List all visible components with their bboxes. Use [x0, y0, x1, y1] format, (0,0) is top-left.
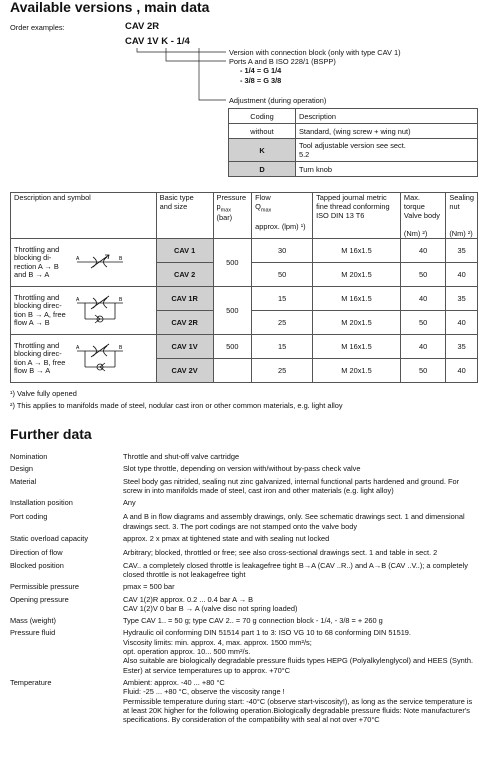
group-description: Throttling and blocking direc- tion B → A, free flow A → B A B [11, 287, 157, 335]
torque-cell: 40 [400, 335, 445, 359]
thread-cell: M 16x1.5 [313, 239, 401, 263]
torque-cell: 50 [400, 359, 445, 383]
seal-cell: 35 [446, 239, 478, 263]
header-description: Description and symbol [11, 193, 157, 239]
seal-cell: 40 [446, 359, 478, 383]
further-data-row [10, 477, 478, 499]
further-data-key: Temperature [10, 677, 52, 687]
flow-cell: 25 [252, 311, 313, 335]
coding-desc: Tool adjustable version see sect. 5.2 [296, 139, 478, 162]
svg-text:A: A [76, 256, 80, 262]
type-cell: CAV 1 [156, 239, 213, 263]
further-data-value: pmax = 500 bar [123, 582, 175, 592]
seal-cell: 35 [446, 287, 478, 311]
footnote-2: ²) This applies to manifolds made of steel, nodular cast iron or other common materials, e.g. light alloy [10, 401, 343, 410]
further-data-row [10, 616, 478, 628]
further-data-value: Steel body gas nitrided, sealing nut zinc galvanized, internal functional parts hardened and ground. For screw in into manifolds made of steel, cast iron and other materials (e.g. light alloy) [123, 476, 460, 495]
throttle-check-valve-icon [75, 295, 125, 325]
pressure-cell-empty [213, 359, 252, 383]
throttle-check-valve-icon [75, 343, 125, 373]
annotation-port2: - 3/8 = G 3/8 [240, 76, 282, 85]
type-cell: CAV 2R [156, 311, 213, 335]
further-data-key: Pressure fluid [10, 628, 56, 638]
header-type: Basic type and size [156, 193, 213, 239]
further-data-value: CAV 1(2)R approx. 0.2 ... 0.4 bar A → B CAV 1(2)V 0 bar B → A (valve disc not spring loaded) [123, 594, 298, 613]
header-torque: Max. torque Valve body (Nm) ²) [400, 193, 445, 239]
flow-cell: 30 [252, 239, 313, 263]
throttle-symbol-icon [75, 252, 125, 272]
further-data-value: approx. 2 x pmax at tightened state and with sealing nut locked [123, 534, 330, 544]
description-header: Description [296, 109, 478, 124]
further-data-value: Any [123, 498, 136, 508]
thread-cell: M 16x1.5 [313, 287, 401, 311]
thread-cell: M 16x1.5 [313, 335, 401, 359]
further-data-value: Ambient: approx. -40 ... +80 °C Fluid: -25 ... +80 °C, observe the viscosity range ! Permissible temperature during start: -40°C (observe start-viscosity!), as long as the service temperature is at least 20K higher for the following operation.Biologically degradable pressure fluids: Note manufacturer's specifications. By consideration of the compatibility with seal al not over +70°C [123, 677, 473, 725]
further-data-row [10, 464, 478, 476]
torque-cell: 50 [400, 311, 445, 335]
further-data-row [10, 561, 478, 583]
flow-cell: 25 [252, 359, 313, 383]
header-flow: Flow $Q_{max}$ approx. (lpm) ¹) [252, 193, 313, 239]
further-data-row [10, 582, 478, 594]
further-data-value: Hydraulic oil conforming DIN 51514 part 1 to 3: ISO VG 10 to 68 conforming DIN 51519. Viscosity limits: min. approx. 4, max. approx. 1500 mm²/s; opt. operation approx. 10... 500 mm²/s. Also suitable are biologically degradable pressure fluids types HEPG (Polyalkylenglycol) and HEES (Synth. Ester) at service temperatures up to approx. +70°C [123, 628, 473, 675]
header-thread: Tapped journal metric fine thread conforming ISO DIN 13 T6 [313, 193, 401, 239]
coding-table [228, 108, 478, 177]
thread-cell: M 20x1.5 [313, 311, 401, 335]
further-data-value: CAV.. a completely closed throttle is leakagefree tight B→A (CAV ..R..) and A→B (CAV ..V..); a completely closed throttle is not leakagefree tight [123, 560, 468, 579]
group-description: Throttling and blocking di- rection A → B and B → A A B [11, 239, 157, 287]
thread-cell: M 20x1.5 [313, 359, 401, 383]
further-data-title: Further data [10, 426, 92, 442]
further-data-row [10, 498, 478, 512]
order-code-2: CAV 1V K - 1/4 [125, 36, 190, 47]
further-data-key: Mass (weight) [10, 616, 56, 626]
order-examples-label: Order examples: [10, 23, 65, 32]
svg-text:B: B [119, 297, 123, 303]
further-data-value: Slot type throttle, depending on version with/without by-pass check valve [123, 464, 361, 474]
coding-desc: Standard, (wing screw + wing nut) [296, 124, 478, 139]
pressure-cell: 500 [213, 239, 252, 287]
type-cell: CAV 1V [156, 335, 213, 359]
further-data-key: Material [10, 476, 37, 486]
coding-header: Coding [229, 109, 296, 124]
further-data-value: Throttle and shut-off valve cartridge [123, 452, 240, 461]
further-data-row [10, 512, 478, 534]
flow-cell: 15 [252, 287, 313, 311]
further-data-key: Permissible pressure [10, 582, 80, 592]
header-sealing: Sealing nut (Nm) ²) [446, 193, 478, 239]
further-data-key: Blocked position [10, 560, 64, 570]
group-description: Throttling and blocking direc- tion A → B, free flow B → A A B [11, 335, 157, 383]
further-data-table [10, 452, 478, 727]
flow-cell: 50 [252, 263, 313, 287]
further-data-key: Port coding [10, 512, 48, 522]
further-data-row [10, 548, 478, 560]
svg-text:B: B [119, 345, 123, 351]
pressure-cell: 500 [213, 287, 252, 335]
coding-desc: Turn knob [296, 162, 478, 177]
annotation-adjustment: Adjustment (during operation) [229, 96, 327, 105]
further-data-value: Type CAV 1.. = 50 g; type CAV 2.. = 70 g connection block - 1/4, - 3/8 = + 260 g [123, 616, 383, 626]
further-data-key: Opening pressure [10, 594, 69, 604]
annotation-port1: - 1/4 = G 1/4 [240, 66, 282, 75]
flow-cell: 15 [252, 335, 313, 359]
further-data-key: Static overload capacity [10, 534, 89, 544]
torque-cell: 40 [400, 287, 445, 311]
type-cell: CAV 2V [156, 359, 213, 383]
annotation-version: Version with connection block (only with type CAV 1) [229, 48, 401, 57]
header-pressure: Pressure $p_{max}$ (bar) [213, 193, 252, 239]
seal-cell: 35 [446, 335, 478, 359]
further-data-value: A and B in flow diagrams and assembly drawings, only. See schematic drawings sect. 1 and dimensional drawings sect. 3. The port codings are not stamped onto the valve body [123, 512, 465, 531]
further-data-row [10, 678, 478, 727]
page-title: Available versions , main data [10, 0, 210, 15]
coding-cell: D [229, 162, 296, 177]
further-data-row [10, 595, 478, 617]
further-data-key: Direction of flow [10, 548, 63, 558]
further-data-row [10, 534, 478, 548]
further-data-key: Nomination [10, 452, 48, 461]
pressure-cell: 500 [213, 335, 252, 359]
order-code-1: CAV 2R [125, 21, 160, 32]
svg-text:A: A [76, 345, 80, 351]
further-data-row [10, 452, 478, 464]
coding-cell: K [229, 139, 296, 162]
further-data-key: Installation position [10, 498, 73, 508]
main-data-table [10, 192, 478, 383]
further-data-value: Arbitrary; blocked, throttled or free; see also cross-sectional drawings sect. 1 and table in sect. 2 [123, 548, 438, 558]
thread-cell: M 20x1.5 [313, 263, 401, 287]
further-data-row [10, 628, 478, 677]
svg-text:A: A [76, 297, 80, 303]
svg-text:B: B [119, 256, 123, 262]
further-data-key: Design [10, 464, 34, 474]
torque-cell: 50 [400, 263, 445, 287]
type-cell: CAV 1R [156, 287, 213, 311]
seal-cell: 40 [446, 311, 478, 335]
type-cell: CAV 2 [156, 263, 213, 287]
annotation-ports: Ports A and B ISO 228/1 (BSPP) [229, 57, 336, 66]
footnote-1: ¹) Valve fully opened [10, 389, 77, 398]
coding-cell: without [229, 124, 296, 139]
torque-cell: 40 [400, 239, 445, 263]
seal-cell: 40 [446, 263, 478, 287]
